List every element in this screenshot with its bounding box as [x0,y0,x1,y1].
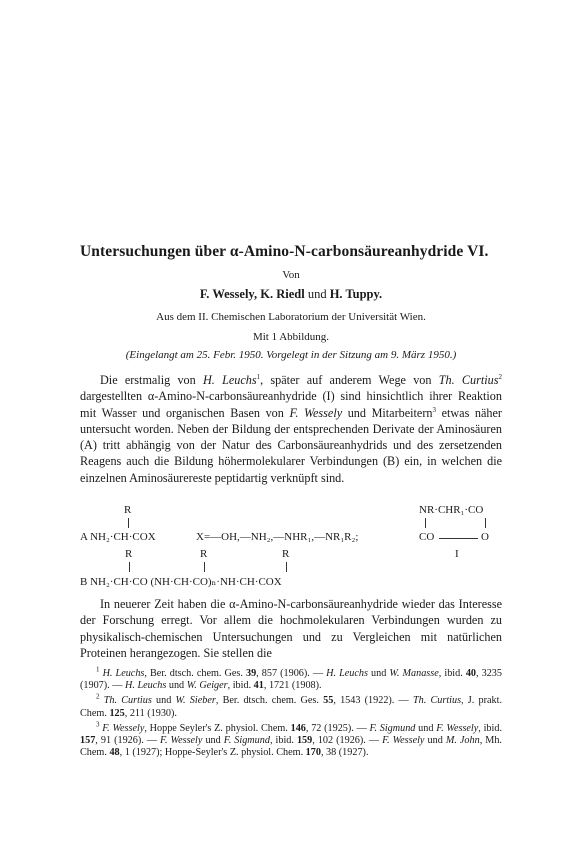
footnote-volume: 157 [80,735,96,747]
formula-ring-left-bond [425,518,426,528]
footnote-text: , 72 (1925). — [305,722,370,734]
formula-b-substituent-1: R [125,548,133,560]
footnote-text: und [424,735,446,747]
footnote-author: F. Sigmund [223,735,270,747]
formula-b-substituent-3: R [282,548,290,560]
footnote-volume: 40 [465,668,477,679]
author-tuppy: H. Tuppy. [329,287,383,301]
received-date: (Eingelangt am 25. Febr. 1950. Vorgelegt in der Sitzung am 9. März 1950.) [125,349,457,361]
author-wessely: F. Wessely [199,287,254,301]
chemical-formulas [80,504,502,596]
paragraph-research: In neuerer Zeit haben die α-Amino-N-carbonsäureanhydride wieder das Interesse der Forschung erregt. Vor allem die hochmolekularen Verbindungen wurden zu physikalisch-chemischen Untersuchungen und zu Vergleichen mit natürlichen Proteinen herangezogen. Sie stellen die [80,597,502,660]
footnote-volume: 55 [323,695,334,707]
footnote-text: , J. prakt. Chem. [80,695,502,719]
footnote-author: W. Manasse [389,668,439,679]
footnote-marker: 2 [96,693,100,702]
para1-text-3: dargestellten α-Amino-N-carbonsäureanhydride (I) sind hinsichtlich ihrer Reaktion mit Wasser und organischen Basen von [80,389,502,420]
formula-a: A NH₂·CH·COX [80,531,156,543]
footnote-ref-3: 3 [432,405,436,414]
footnote-author: W. Geiger [186,680,228,692]
footnote-marker: 3 [96,720,100,729]
footnote-author: Th. Curtius [103,695,152,707]
footnote-text: und [202,735,224,747]
footnote-2 [80,695,502,719]
para1-author-leuchs: H. Leuchs [202,373,257,387]
footnotes [80,665,502,762]
formula-x-definition: X=—OH,—NH₂,—NHR₁,—NR₁R₂; [196,531,359,543]
para1-text-4: und Mitarbeitern [342,405,433,420]
footnote-3 [80,720,502,760]
footnote-text: , 1 (1927); Hoppe-Seyler's Z. physiol. Chem. [119,747,306,759]
footnote-author: W. Sieber [175,695,216,707]
footnote-ref-2: 2 [498,372,502,381]
footnote-text: , 91 (1926). — [95,735,161,747]
footnote-text: , Ber. dtsch. chem. Ges. [144,668,246,679]
formula-b-bond-1 [129,562,130,572]
formula-ring-top: NR·CHR₁·CO [419,504,484,516]
footnote-author: Th. Curtius [412,695,462,707]
footnote-text: , 211 (1930). [124,707,177,719]
para1-text-5: etwas näher untersucht worden. Neben der Bildung der entsprechenden Derivate der Aminosäuren (A) tritt abhängig von der Natur des Carbonsäureanhydrids und des zersetzenden Reagens auch die Bildung höhermolekularer Verbindungen (B) ein, in welchen die einzelnen Aminosäurereste peptidartig verknüpft sind. [80,405,502,485]
author-conjunction: und [307,287,327,301]
footnote-author: H. Leuchs [326,668,368,679]
formula-ring-right-bond [485,518,486,528]
footnote-ref-1: 1 [256,372,261,381]
footnote-text: , ibid. [478,722,502,734]
footnote-text: und [415,722,437,734]
footnote-volume: 159 [296,735,313,747]
footnote-text: , Hoppe Seyler's Z. physiol. Chem. [144,722,291,734]
para1-text-2: , später auf anderem Wege von [260,373,439,387]
footnote-text: , 1543 (1922). — [333,695,413,707]
byline-von: Von [282,269,300,281]
footnote-text: und [151,695,176,707]
formula-ring-oxygen: O [481,531,489,543]
footnote-author: H. Leuchs [102,668,145,679]
formula-ring-bottom-bond [439,538,478,539]
author-riedl: K. Riedl [260,287,305,301]
footnote-text: und [367,668,390,679]
footnote-text: , 1721 (1908). [263,680,322,692]
footnote-volume: 39 [245,668,257,679]
footnote-volume: 41 [253,680,264,692]
para1-author-wessely: F. Wessely [289,405,343,420]
footnote-volume: 125 [109,707,125,719]
journal-page [80,0,502,864]
formula-b-substituent-2: R [200,548,208,560]
article-title: Untersuchungen über α-Amino-N-carbonsäureanhydride VI. [80,243,489,260]
formula-b: B NH₂·CH·CO (NH·CH·CO)ₙ·NH·CH·COX [80,576,282,588]
footnote-text: , 3235 (1907). — [80,668,502,692]
formula-b-bond-2 [204,562,205,572]
footnote-author: H. Leuchs [125,680,167,692]
footnote-author: F. Wessely [160,735,203,747]
footnote-text: , 102 (1926). — [312,735,383,747]
footnote-volume: 170 [305,747,321,759]
footnote-text: , Mh. Chem. [80,735,502,759]
footnote-volume: 48 [109,747,120,759]
formula-b-bond-3 [286,562,287,572]
footnote-marker: 1 [96,665,100,674]
para1-author-curtius: Th. Curtius [438,373,499,387]
footnote-author: F. Wessely [102,722,145,734]
figure-count: Mit 1 Abbildung. [252,331,330,343]
author-list: F. Wessely, K. Riedl und H. Tuppy. [199,287,383,301]
footnote-volume: 146 [290,722,306,734]
formula-ring-carbonyl: CO [419,531,435,543]
affiliation: Aus dem II. Chemischen Laboratorium der Universität Wien. [156,311,426,323]
para1-text-1: Die erstmalig von [100,373,203,387]
footnote-author: F. Wessely [382,735,425,747]
footnote-text: , ibid. [269,735,297,747]
footnote-text: , ibid. [227,680,254,692]
footnote-text: , 857 (1906). — [256,668,327,679]
footnote-text: , ibid. [438,668,466,679]
formula-ring-label: I [455,548,459,560]
formula-a-substituent: R [124,504,132,516]
footnote-text: , 38 (1927). [320,747,369,759]
formula-a-bond [128,518,129,528]
footnote-author: F. Wessely [436,722,479,734]
footnote-1 [80,665,502,692]
footnote-author: M. John [445,735,480,747]
footnote-text: und [166,680,187,692]
paragraph-intro [80,372,502,486]
footnote-text: , Ber. dtsch. chem. Ges. [215,695,324,707]
footnote-author: F. Sigmund [369,722,416,734]
